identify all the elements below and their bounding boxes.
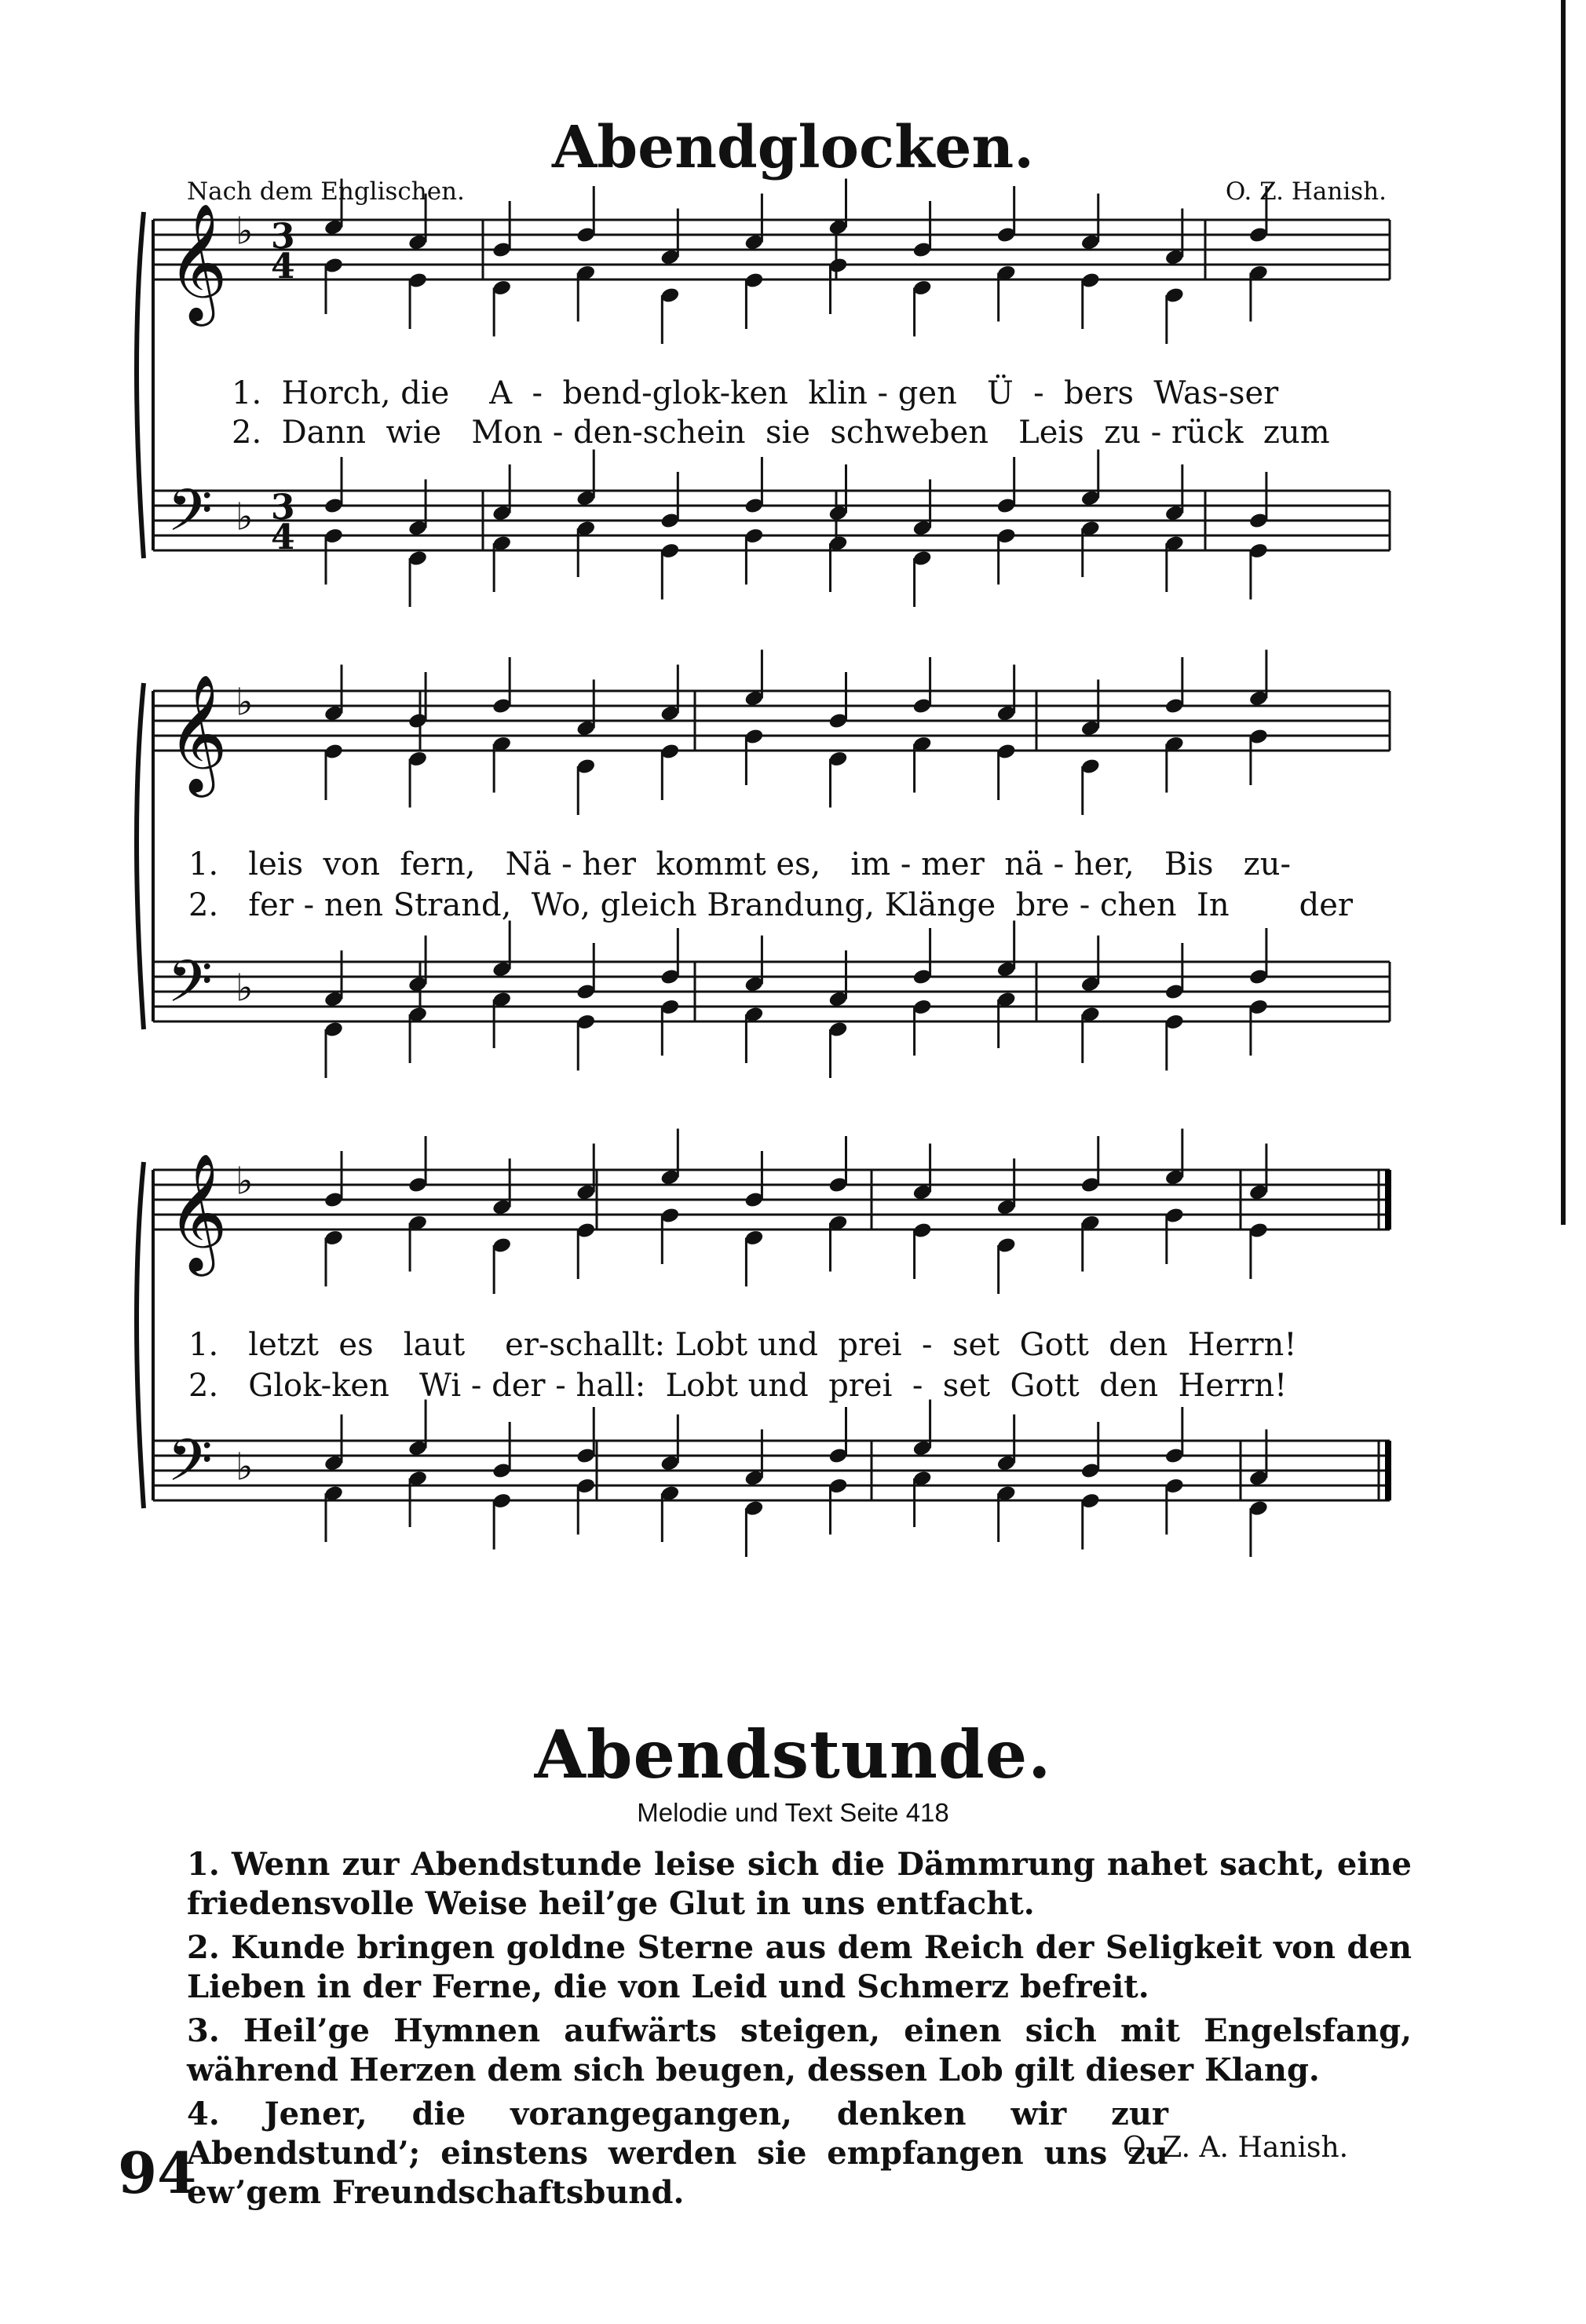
- treble-clef-icon: 𝄞: [167, 202, 228, 321]
- lyric-system2-verse1: 1. leis von fern, Nä - her kommt es, im - mer nä - her, Bis zu-: [188, 846, 1292, 882]
- lyric-system3-verse2: 2. Glok-ken Wi - der - hall: Lobt und prei - set Gott den Herrn!: [188, 1368, 1288, 1404]
- treble-clef-icon: 𝄞: [167, 673, 228, 792]
- bass-clef-icon: 𝄢: [167, 477, 213, 559]
- time-signature-top: 3: [271, 217, 295, 258]
- bass-clef-icon: 𝄢: [167, 1427, 213, 1509]
- poem-title: Abendstunde.: [534, 1716, 1052, 1793]
- flat-icon: ♭: [236, 1159, 254, 1204]
- final-bar-thick: [1385, 1441, 1391, 1500]
- page-number: 94: [118, 2139, 197, 2206]
- lyric-system3-verse1: 1. letzt es laut er-schallt: Lobt und prei - set Gott den Herrn!: [188, 1327, 1297, 1363]
- poem-author: O. Z. A. Hanish.: [1123, 2132, 1349, 2164]
- flat-icon: ♭: [236, 495, 254, 539]
- flat-icon: ♭: [236, 1445, 254, 1489]
- flat-icon: ♭: [236, 209, 254, 254]
- treble-clef-icon: 𝄞: [167, 1152, 228, 1271]
- lyric-system1-verse1: 1. Horch, die A - bend-glok-ken klin - gen Ü - bers Was-ser: [232, 375, 1279, 411]
- time-signature-top: 3: [271, 488, 295, 528]
- poem-verse-2: 2. Kunde bringen goldne Sterne aus dem Reich der Seligkeit von den Lieben in der Ferne, die von Leid und Schmerz befreit.: [187, 1929, 1412, 2005]
- poem-reference: Melodie und Text Seite 418: [637, 1798, 949, 1827]
- lyric-system1-verse2: 2. Dann wie Mon - den-schein sie schweben Leis zu - rück zum: [232, 415, 1330, 451]
- system-brace: [137, 1162, 144, 1508]
- final-bar-thick: [1385, 1170, 1391, 1230]
- hymn-title: Abendglocken.: [552, 114, 1034, 181]
- lyric-system2-verse2: 2. fer - nen Strand, Wo, gleich Brandung, Klänge bre - chen In der: [188, 887, 1353, 923]
- poem-verse-3: 3. Heil’ge Hymnen aufwärts steigen, einen sich mit Engelsfang, während Herzen dem sich beugen, dessen Lob gilt dieser Klang.: [187, 2012, 1412, 2088]
- poem-verse-1: 1. Wenn zur Abendstunde leise sich die Dämmrung nahet sacht, eine friedensvolle Weise heil’ge Glut in uns entfacht.: [187, 1846, 1412, 1922]
- time-signature-bottom: 4: [271, 517, 295, 558]
- time-signature-bottom: 4: [271, 247, 295, 287]
- bass-clef-icon: 𝄢: [167, 948, 213, 1030]
- hymn-source: Nach dem Englischen.: [187, 177, 465, 206]
- system-brace: [137, 212, 144, 558]
- hymn-composer: O. Z. Hanish.: [1225, 177, 1387, 206]
- flat-icon: ♭: [236, 680, 254, 725]
- flat-icon: ♭: [236, 966, 254, 1010]
- system-brace: [137, 683, 144, 1029]
- poem-verse-4: 4. Jener, die vorangegangen, denken wir zur Abendstund’; einstens werden sie empfangen uns zu ew’gem Freundschaftsbund.: [187, 2096, 1168, 2211]
